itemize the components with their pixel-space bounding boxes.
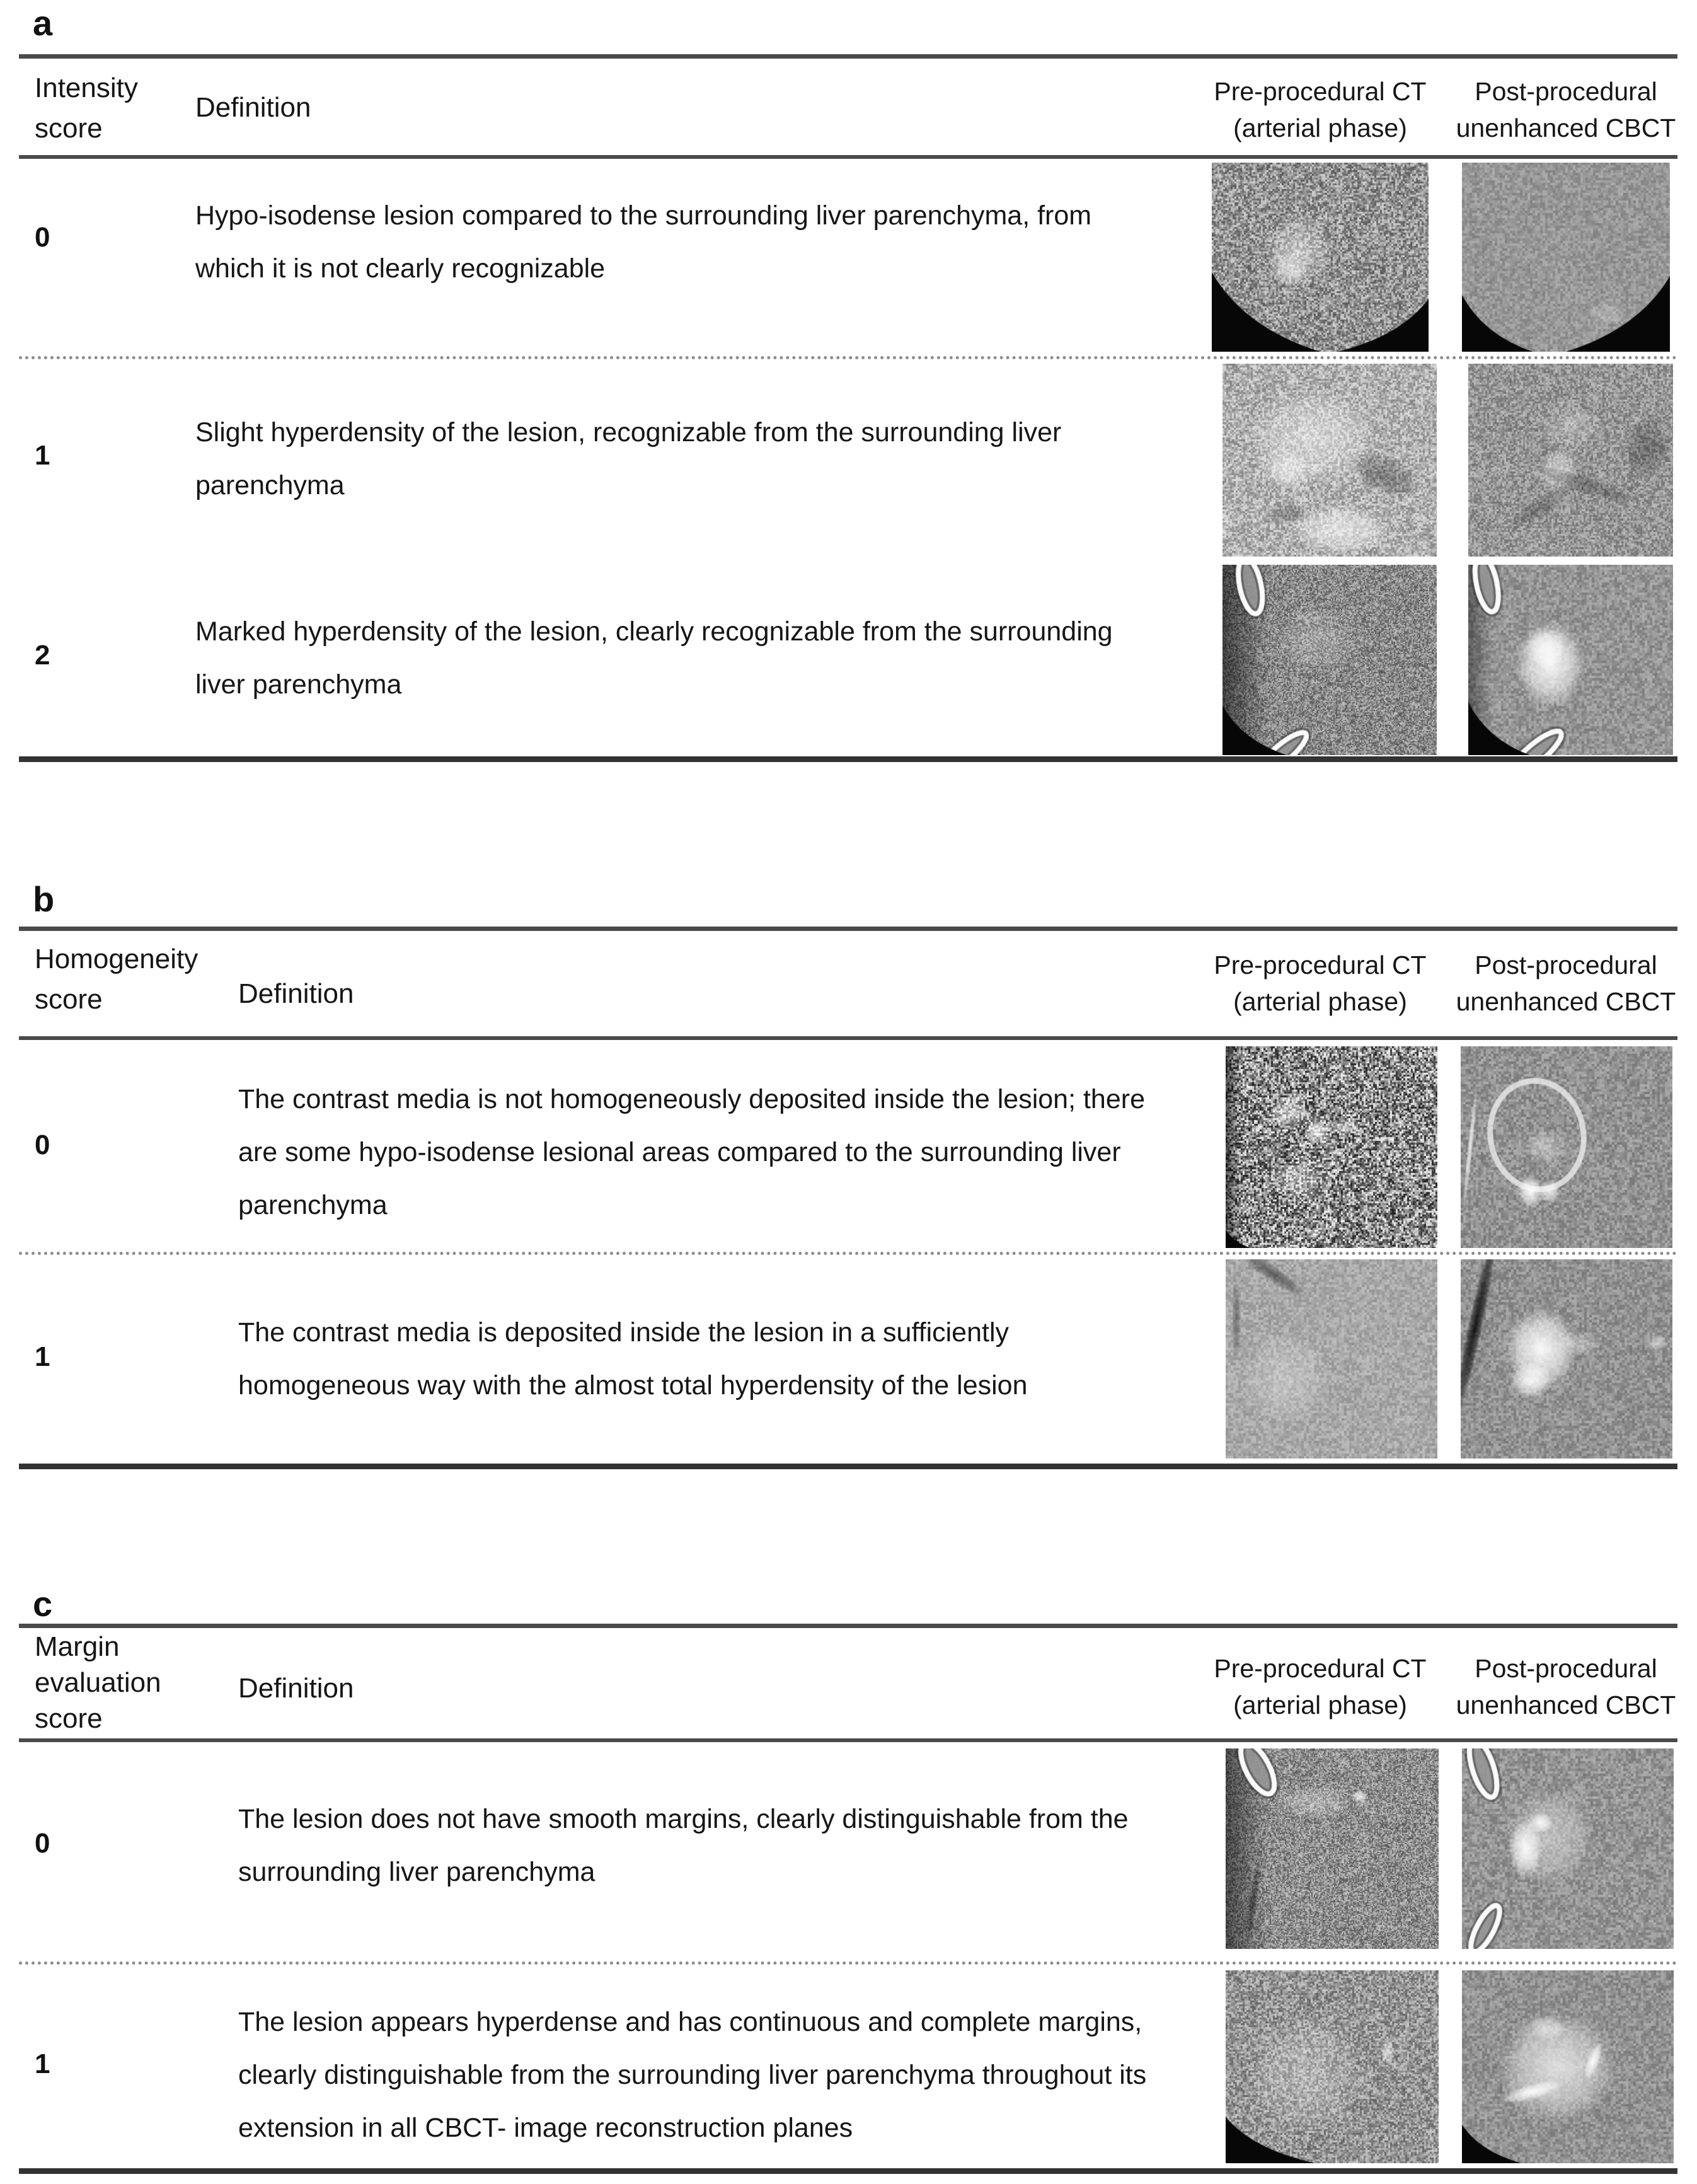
- score-value: 1: [35, 1341, 50, 1372]
- definition-text: Marked hyperdensity of the lesion, clearly recognizable from the surrounding liver parenchyma: [195, 616, 1113, 700]
- column-header-score: Intensity score: [35, 72, 138, 144]
- header-rule: [19, 1738, 1677, 1742]
- ct-scan-canvas: [1462, 1970, 1674, 2163]
- definition-text: The lesion does not have smooth margins, clearly distinguishable from the surrounding liver parenchyma: [238, 1804, 1129, 1887]
- ct-image-post: [1461, 1046, 1672, 1248]
- column-header-definition: Definition: [238, 1673, 354, 1704]
- ct-scan-canvas: [1468, 364, 1673, 557]
- ct-image-post: [1468, 364, 1673, 557]
- panel-label: c: [33, 1584, 53, 1624]
- score-value: 1: [35, 2048, 50, 2079]
- table-top-rule: [19, 1624, 1677, 1628]
- table-bottom-rule: [19, 756, 1677, 762]
- column-header-pre-ct: Pre-procedural CT (arterial phase): [1214, 1654, 1427, 1719]
- ct-scan-canvas: [1222, 565, 1437, 755]
- table-top-rule: [19, 54, 1677, 59]
- ct-image-post: [1462, 1970, 1674, 2163]
- column-header-score: Margin evaluation score: [35, 1631, 161, 1734]
- ct-scan-canvas: [1226, 1970, 1439, 2163]
- score-value: 1: [35, 440, 50, 471]
- definition-text: The lesion appears hyperdense and has continuous and complete margins, clearly distinguishable from the surrounding liver parenchyma throughout its extension in all CBCT- image reconstruction planes: [238, 2007, 1147, 2143]
- ct-scan-canvas: [1226, 1046, 1437, 1248]
- ct-image-pre: [1226, 1259, 1437, 1459]
- score-value: 0: [35, 1130, 50, 1160]
- definition-text: The contrast media is not homogeneously deposited inside the lesion; there are some hypo-isodense lesional areas compared to the surrounding liver parenchyma: [238, 1084, 1145, 1220]
- column-header-post-cbct: Post-procedural unenhanced CBCT: [1456, 1654, 1676, 1719]
- score-value: 0: [35, 1828, 50, 1859]
- ct-image-pre: [1212, 163, 1429, 352]
- panel-label: b: [33, 879, 55, 919]
- ct-image-post: [1462, 163, 1670, 352]
- definition-text: The contrast media is deposited inside the lesion in a sufficiently homogeneous way with the almost total hyperdensity of the lesion: [238, 1317, 1028, 1401]
- column-header-score: Homogeneity score: [35, 944, 198, 1015]
- column-header-post-cbct: Post-procedural unenhanced CBCT: [1456, 77, 1676, 142]
- ct-scan-canvas: [1461, 1046, 1672, 1248]
- panel-b: [0, 870, 1697, 1569]
- ct-image-pre: [1226, 1748, 1439, 1949]
- header-rule: [19, 155, 1677, 159]
- column-header-pre-ct: Pre-procedural CT (arterial phase): [1214, 950, 1427, 1016]
- ct-scan-canvas: [1226, 1259, 1437, 1459]
- ct-image-pre: [1222, 565, 1437, 755]
- header-rule: [19, 1036, 1677, 1040]
- column-header-post-cbct: Post-procedural unenhanced CBCT: [1456, 950, 1676, 1016]
- ct-image-post: [1462, 1748, 1674, 1949]
- table-bottom-rule: [19, 1464, 1677, 1469]
- panel-a: [0, 0, 1697, 870]
- definition-text: Slight hyperdensity of the lesion, recognizable from the surrounding liver parenchyma: [195, 417, 1062, 500]
- ct-image-post: [1468, 565, 1673, 755]
- ct-scan-canvas: [1462, 1748, 1674, 1949]
- definition-text: Hypo-isodense lesion compared to the surrounding liver parenchyma, from which it is not clearly recognizable: [195, 200, 1092, 284]
- ct-image-pre: [1222, 364, 1437, 557]
- column-header-pre-ct: Pre-procedural CT (arterial phase): [1214, 77, 1427, 142]
- table-top-rule: [19, 927, 1677, 931]
- ct-image-pre: [1226, 1046, 1437, 1248]
- ct-image-pre: [1226, 1970, 1439, 2163]
- row-separator: [19, 1252, 1677, 1255]
- row-separator: [19, 1962, 1677, 1965]
- score-value: 2: [35, 640, 50, 671]
- column-header-definition: Definition: [195, 92, 311, 123]
- panel-c: [0, 1569, 1697, 2184]
- row-separator: [19, 356, 1677, 359]
- ct-scan-canvas: [1462, 163, 1670, 352]
- ct-scan-canvas: [1461, 1259, 1672, 1459]
- ct-scan-canvas: [1226, 1748, 1439, 1949]
- ct-image-post: [1461, 1259, 1672, 1459]
- ct-scan-canvas: [1468, 565, 1673, 755]
- table-bottom-rule: [19, 2168, 1677, 2174]
- ct-scan-canvas: [1212, 163, 1429, 352]
- score-value: 0: [35, 222, 50, 253]
- panel-label: a: [33, 3, 53, 43]
- ct-scan-canvas: [1222, 364, 1437, 557]
- column-header-definition: Definition: [238, 978, 354, 1009]
